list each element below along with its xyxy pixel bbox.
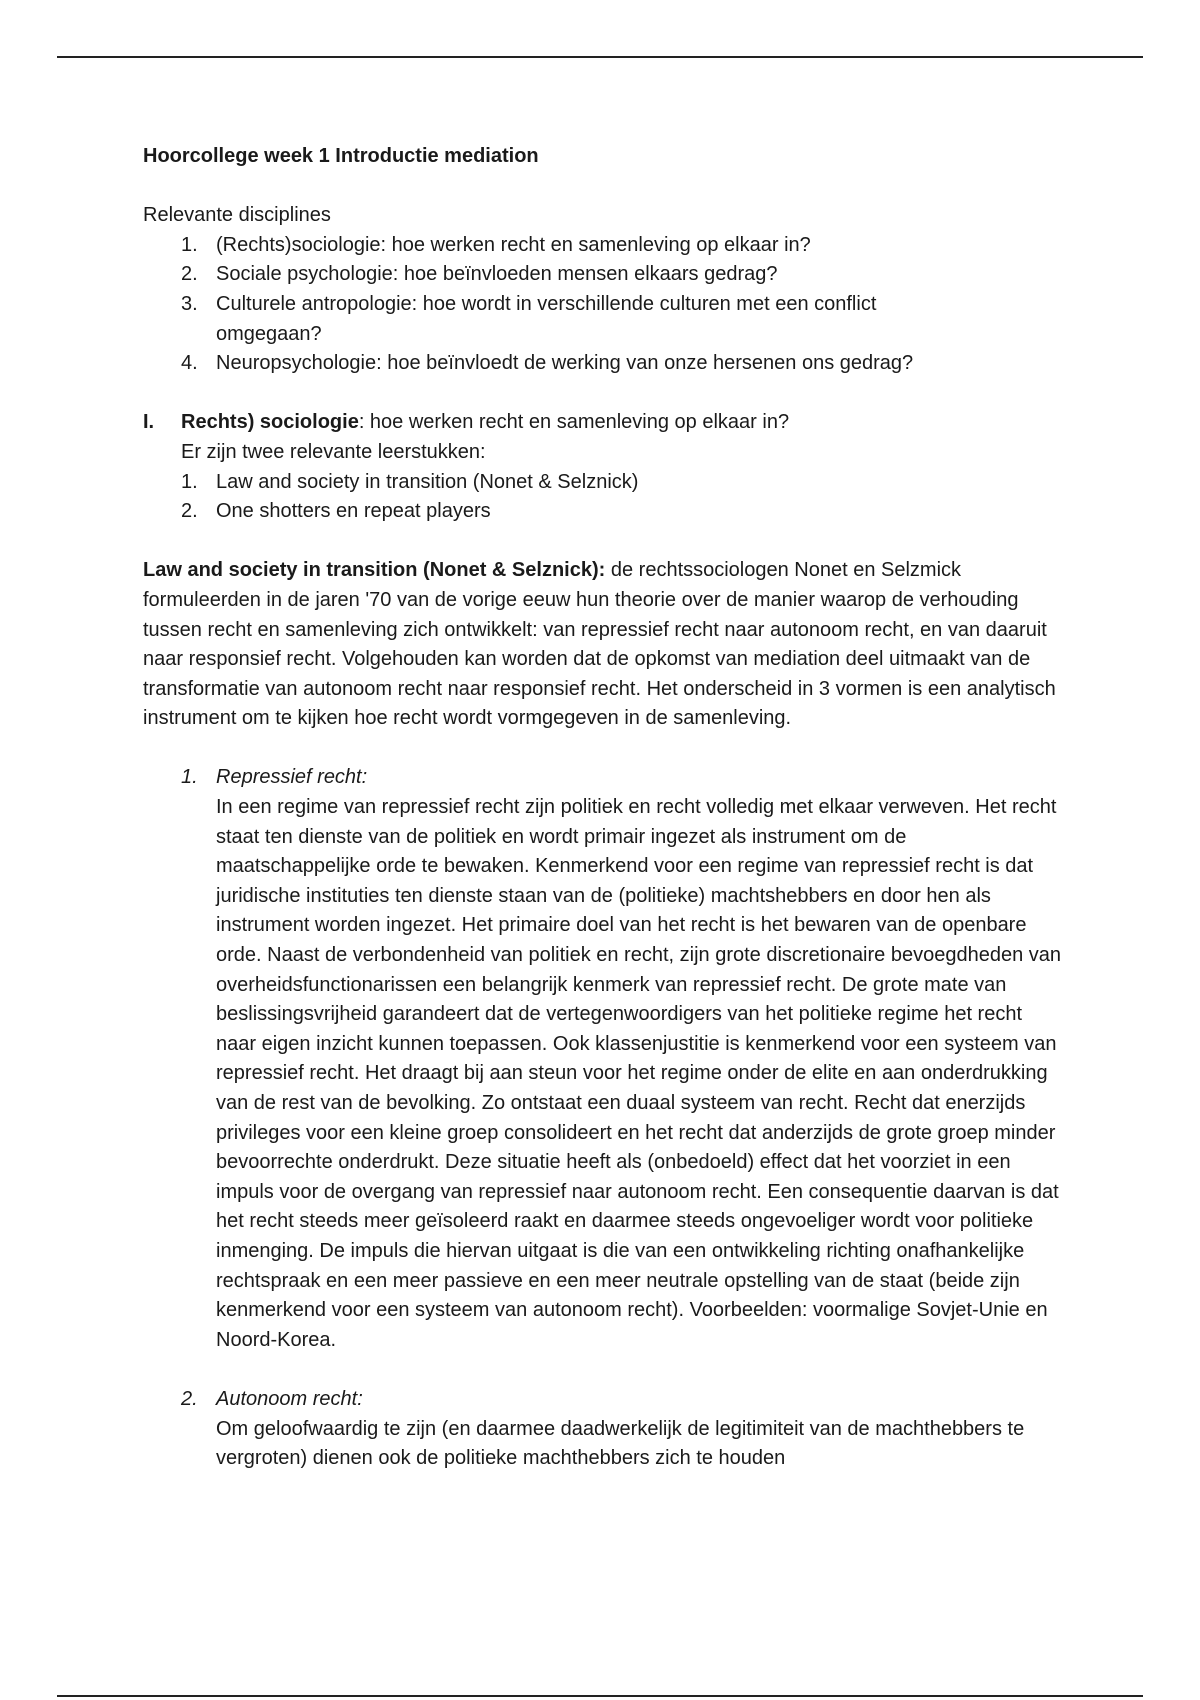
list-item: 2. Sociale psychologie: hoe beïnvloeden mensen elkaars gedrag? (181, 263, 778, 286)
list-item: 2. One shotters en repeat players (181, 500, 491, 523)
law-society-paragraph: Law and society in transition (Nonet & Selznick): de rechtssociologen Nonet en Selzmick formuleerden in de jaren '70 van de vorige eeuw hun theorie over de manier waarop de verhouding tussen recht en samenleving zich ontwikkelt: van repressief recht naar autonoom recht, en van daaruit naar responsief recht. Volgehouden kan worden dat de opkomst van mediation deel uitmaakt van de transformatie van autonoom recht naar responsief recht. Het onderscheid in 3 vormen is een analytisch instrument om te kijken hoe recht wordt vormgegeven in de samenleving. (143, 559, 1056, 730)
form-text: Om geloofwaardig te zijn (en daarmee daadwerkelijk de legitimiteit van de machthebbers te vergroten) dienen ook de politieke machthebbers zich te houden (216, 1417, 1025, 1470)
header-rule (57, 56, 1143, 58)
list-item: 3. Culturele antropologie: hoe wordt in verschillende culturen met een conflict omgegaan? (181, 292, 877, 345)
footer-rule (57, 1695, 1143, 1697)
form-item-repressief: 1. Repressief recht: In een regime van repressief recht zijn politiek en recht volledig met elkaar verweven. Het recht staat ten dienste van de politiek en wordt primair ingezet als instrument om de maatschappelijke orde te bewaken. Kenmerkend voor een regime van repressief recht is dat juridische instituties ten dienste staan van de (politieke) machtshebbers en door hen als instrument worden ingezet. Het primaire doel van het recht is het bewaren van de openbare orde. Naast de verbondenheid van politiek en recht, zijn grote discretionaire bevoegdheden van overheidsfunctionarissen een belangrijk kenmerk van repressief recht. De grote mate van beslissingsvrijheid garandeert dat de vertegenwoordigers van het politieke regime het recht naar eigen inzicht kunnen toepassen. Ook klassenjustitie is kenmerkend voor een systeem van repressief recht. Het draagt bij aan steun voor het regime onder de elite en aan onderdrukking van de rest van de bevolking. Zo ontstaat een duaal systeem van recht. Recht dat enerzijds privileges voor een kleine groep consolideert en het recht dat anderzijds de grote groep minder bevoorrechte onderdrukt. Deze situatie heeft als (onbedoeld) effect dat het voorziet in een impuls voor de overgang van repressief naar autonoom recht. Een consequentie daarvan is dat het recht steeds meer geïsoleerd raakt en daarmee steeds ongevoeliger wordt voor politieke inmenging. De impuls die hiervan uitgaat is die van een ontwikkeling richting onafhankelijke rechtspraak en een meer passieve en een meer neutrale opstelling van de staat (beide zijn kenmerkend voor een systeem van autonoom recht). Voorbeelden: voormalige Sovjet-Unie en Noord-Korea. (143, 763, 1063, 1355)
section-list (143, 468, 1063, 527)
document-title: Hoorcollege week 1 Introductie mediation (143, 145, 539, 167)
document-page (143, 142, 1063, 1474)
form-title: Autonoom recht: (216, 1387, 363, 1410)
disciplines-heading: Relevante disciplines (143, 204, 331, 227)
section-intro: Er zijn twee relevante leerstukken: (181, 440, 486, 463)
disciplines-list (143, 231, 1063, 379)
form-item-autonoom: 2. Autonoom recht: Om geloofwaardig te zijn (en daarmee daadwerkelijk de legitimiteit van de machthebbers te vergroten) dienen ook de politieke machthebbers zich te houden (143, 1385, 1063, 1474)
list-item: 4. Neuropsychologie: hoe beïnvloedt de werking van onze hersenen ons gedrag? (181, 352, 914, 375)
form-text: In een regime van repressief recht zijn politiek en recht volledig met elkaar verweven. Het recht staat ten dienste van de politiek en wordt primair ingezet als instrument om de maatschappelijke orde te bewaken. Kenmerkend voor een regime van repressief recht is dat juridische instituties ten dienste staan van de (politieke) machtshebbers en door hen als instrument worden ingezet. Het primaire doel van het recht is het bewaren van de openbare orde. Naast de verbondenheid van politiek en recht, zijn grote discretionaire bevoegdheden van overheidsfunctionarissen een belangrijk kenmerk van repressief recht. De grote mate van beslissingsvrijheid garandeert dat de vertegenwoordigers van het politieke regime het recht naar eigen inzicht kunnen toepassen. Ook klassenjustitie is kenmerkend voor een systeem van repressief recht. Het draagt bij aan steun voor het regime onder de elite en aan onderdrukking van de rest van de bevolking. Zo ontstaat een duaal systeem van recht. Recht dat enerzijds privileges voor een kleine groep consolideert en het recht dat anderzijds de grote groep minder bevoorrechte onderdrukt. Deze situatie heeft als (onbedoeld) effect dat het voorziet in een impuls voor de overgang van repressief naar autonoom recht. Een consequentie daarvan is dat het recht steeds meer geïsoleerd raakt en daarmee steeds ongevoeliger wordt voor politieke inmenging. De impuls die hiervan uitgaat is die van een ontwikkeling richting onafhankelijke rechtspraak en een meer passieve en een meer neutrale opstelling van de staat (beide zijn kenmerkend voor een systeem van autonoom recht). Voorbeelden: voormalige Sovjet-Unie en Noord-Korea. (216, 796, 1061, 1351)
list-item: 1. (Rechts)sociologie: hoe werken recht en samenleving op elkaar in? (181, 233, 811, 256)
section-heading-sociologie: I. Rechts) sociologie: hoe werken recht en samenleving op elkaar in? (143, 411, 790, 434)
list-item: 1. Law and society in transition (Nonet & Selznick) (181, 470, 639, 493)
form-title: Repressief recht: (216, 766, 368, 789)
